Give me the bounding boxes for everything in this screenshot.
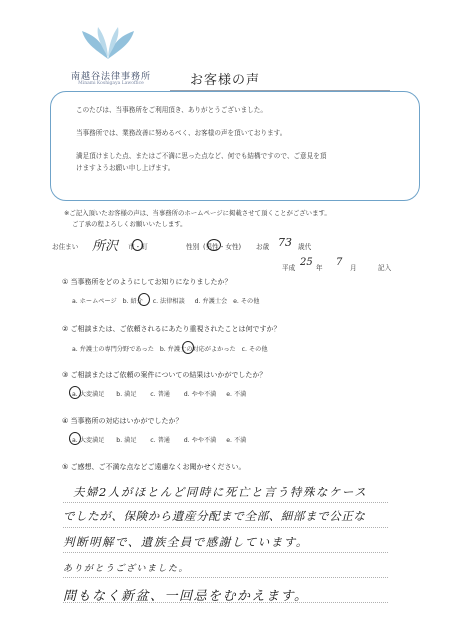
age-value[interactable]: 73 xyxy=(278,236,292,249)
firm-roman-name: Minami Koshigaya Lawoffice xyxy=(78,81,144,86)
gender-label: 性別 xyxy=(186,243,200,251)
comment-text-line-4[interactable]: ありがとうございました。 xyxy=(63,564,190,574)
notice-line-1: ※ご記入頂いたお客様の声は、当事務所のホームページに掲載させて頂くことがございます。 xyxy=(64,209,331,217)
date-month-value[interactable]: 7 xyxy=(336,257,343,268)
greeting-line-3: 満足頂けました点、またはご不満に思った点など、何でも結構ですので、ご意見を頂 xyxy=(76,152,327,160)
date-month-suffix: 月 xyxy=(350,264,357,272)
firm-name: 南越谷法律事務所 xyxy=(70,72,151,82)
comment-rule xyxy=(63,502,388,503)
male-circle-mark xyxy=(207,239,221,251)
firm-logo-icon xyxy=(80,25,136,63)
comment-rule xyxy=(63,577,388,578)
city-circle-mark xyxy=(132,239,143,251)
question-2-options[interactable]: a. 弁護士の専門分野であった b. 弁護士の対応がよかった c. その他 xyxy=(72,346,268,353)
gender-options[interactable]: (男性・女性) xyxy=(203,243,242,251)
question-4: ④ 当事務所の対応はいかがでしたか？ xyxy=(62,417,183,425)
comment-rule xyxy=(63,527,388,528)
q1-answer-circle xyxy=(138,293,150,306)
residence-label: お住まい xyxy=(52,243,79,251)
greeting-line-2: 当事務所では、業務改善に努めるべく、お客様の声を頂いております。 xyxy=(76,129,287,137)
comment-text-line-1[interactable]: 夫婦2人がほとんど同時に死亡と言う特殊なケース xyxy=(73,485,368,499)
question-2: ② ご相談または、ご依頼されるにあたり重視されたことは何ですか？ xyxy=(62,325,281,333)
notice-line-2: ご了承の程よろしくお願いいたします。 xyxy=(72,220,187,228)
comment-text-line-5[interactable]: 間もなく新盆、一回忌をむかえます。 xyxy=(63,589,309,604)
age-suffix: 歳代 xyxy=(298,243,312,251)
comment-text-line-3[interactable]: 判断明解で、遺族全員で感謝しています。 xyxy=(63,535,309,549)
greeting-line-4: けますようお願い申し上げます。 xyxy=(76,164,175,172)
greeting-line-1: このたびは、当事務所をご利用頂き、ありがとうございました。 xyxy=(76,106,267,114)
q4-answer-circle xyxy=(69,432,81,445)
comment-text-line-2[interactable]: でしたが、保険から遺産分配まで全部、細部まで公正な xyxy=(63,509,366,523)
comment-rule xyxy=(63,552,388,553)
q3-answer-circle xyxy=(69,386,81,399)
q2-answer-circle xyxy=(182,341,194,354)
date-era: 平成 xyxy=(282,264,296,272)
question-1-options[interactable]: a. ホームページ b. 紹介 c. 法律相談 d. 弁護士会 e. その他 xyxy=(72,298,260,305)
question-1: ① 当事務所をどのようにしてお知りになりましたか？ xyxy=(62,278,232,286)
page-title: お客様の声 xyxy=(190,73,261,88)
residence-suffix: 市・町 xyxy=(128,243,148,251)
question-3-options[interactable]: a. 大変満足 b. 満足 c. 普通 d. やや不満 e. 不満 xyxy=(72,391,247,398)
question-3: ③ ご相談またはご依頼の案件についての結果はいかがでしたか？ xyxy=(62,371,267,379)
entry-label: 記入 xyxy=(378,264,392,272)
date-year-value[interactable]: 25 xyxy=(300,257,313,268)
age-label: お歳 xyxy=(256,243,270,251)
residence-value[interactable]: 所沢 xyxy=(92,239,119,254)
question-5: ⑤ ご感想、ご不満な点などご遠慮なくお聞かせください。 xyxy=(62,463,246,471)
question-4-options[interactable]: a. 大変満足 b. 満足 c. 普通 d. やや不満 e. 不満 xyxy=(72,437,247,444)
date-year-suffix: 年 xyxy=(316,264,323,272)
